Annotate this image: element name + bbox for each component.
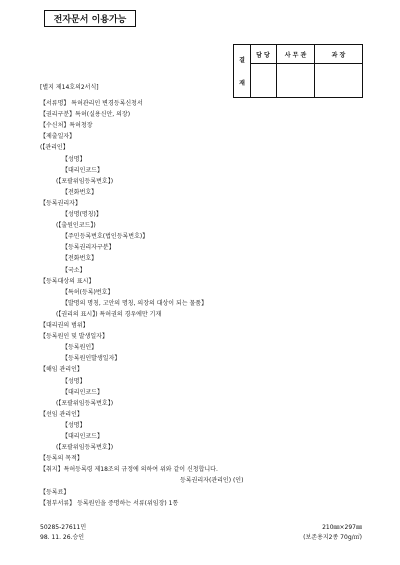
approval-header-cell: 사 무 관 [277,45,315,63]
form-line: 【성명】 [62,421,86,429]
approval-sign-cell [315,63,362,97]
form-line: 【등록원인발생일자】 [62,355,121,363]
form-line: 【선임 관리인】 [40,410,83,418]
footer-approval-date: 98. 11. 26.승인 [40,534,85,541]
form-line: (【출원인코드】) [56,222,96,230]
form-line: 【성명】 [62,377,86,385]
form-line: (【포괄위임등록번호】) [56,177,114,185]
electronic-document-badge: 전자문서 이용가능 [44,10,136,27]
approval-side-bottom: 재 [239,80,245,87]
form-line: 【특허(등록)번호】 [62,288,114,296]
approval-side-label [234,45,251,97]
form-line: 【대리인코드】 [62,433,103,440]
form-line: 【수신처】특허청장 [40,122,93,130]
form-line: (【포괄위임등록번호】) [56,399,114,407]
approval-side-top: 결 [239,57,245,64]
form-line: 【취지】특허등록령 제18조의 규정에 의하여 위와 같이 신청합니다. [40,466,218,474]
approval-box [233,44,363,98]
form-line: 등록권리자(관리인) (인) [180,477,244,485]
form-line: 【대리인코드】 [62,166,103,174]
form-line: (【관리인】 [40,144,69,152]
approval-sign-row [250,63,362,97]
form-line: 【등록권리자구분】 [62,244,115,252]
form-line: 【발명의 명칭, 고안의 명칭, 의장의 대상이 되는 물품】 [62,299,208,307]
form-line: 【주민등록번호(법인등록번호)】 [62,233,149,241]
form-line: 【등록원인 및 발생일자】 [40,333,108,341]
form-line: (【포괄위임등록번호】) [56,444,114,452]
form-line: 【성명】 [62,155,86,163]
form-line: 【전화번호】 [62,255,98,263]
form-line: 【해임 관리인】 [40,366,83,374]
form-line: 【등록권리자】 [40,199,81,207]
approval-header-cell: 담 당 [250,45,277,63]
form-line: 【제출일자】 [40,133,76,141]
form-line: 【성명(명칭)】 [62,211,102,218]
footer-paper-type: (보존용지2종 70g/㎡) [303,534,362,541]
footer-paper-size: 210㎜×297㎜ [322,524,362,531]
form-line: 【등록원인】 [62,344,98,352]
form-line: 【등록대상의 표시】 [40,277,95,285]
form-line: 【권리구분】특허(실용신안, 의장) [40,111,131,119]
form-line: 【국소】 [62,266,86,274]
form-line: 【대리인코드】 [62,388,103,396]
form-line: 【대리권의 범위】 [40,322,89,329]
footer-approval-no: 50285-27611민 [40,524,87,531]
form-line: 【등록료】 [40,488,70,496]
form-line: 【서류명】 특허관리인 변경등록신청서 [40,100,143,107]
form-line: 【전화번호】 [62,188,98,196]
approval-header-row [250,45,362,64]
form-line: 【첨부서류】 등록원인을 증명하는 서류(위임장) 1통 [40,499,179,507]
approval-sign-cell [250,63,277,97]
form-line: 【등록의 목적】 [40,455,83,463]
form-number: [별지 제14호의2서식] [40,84,99,91]
form-line: (【권리의 표시】) 특허권의 경우에만 기재 [56,310,162,318]
approval-header-cell: 과 장 [331,51,346,59]
approval-sign-cell [277,63,315,97]
